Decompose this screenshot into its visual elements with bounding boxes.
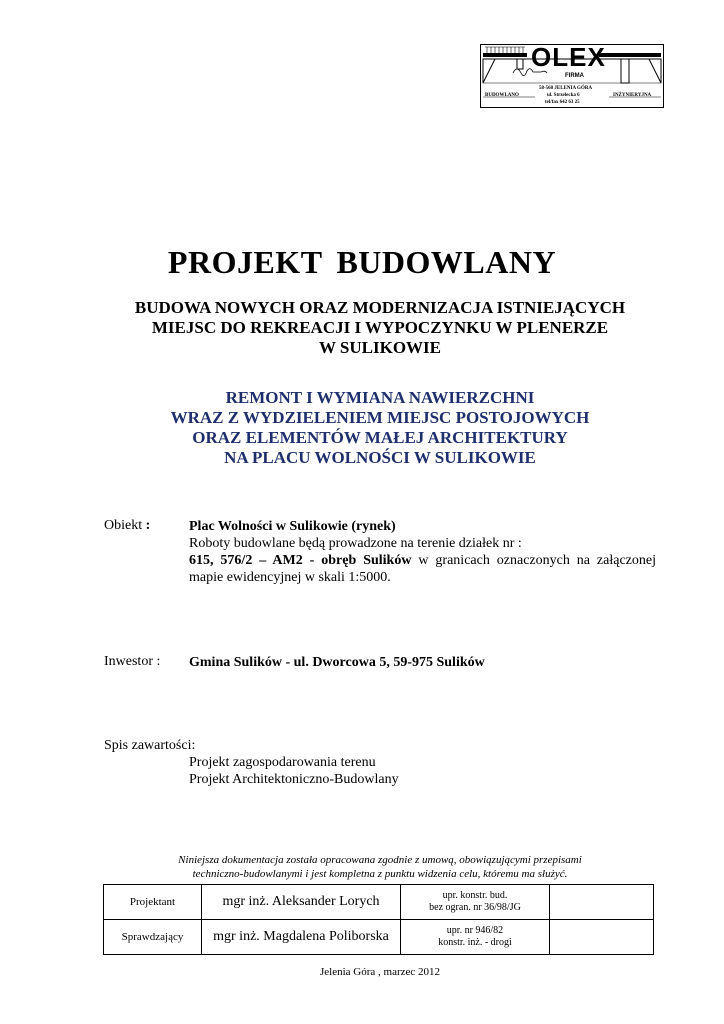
logo-address-line1: 58-560 JELENIA GÓRA (539, 86, 593, 91)
signature-table (103, 884, 654, 955)
scope-heading (0, 388, 724, 468)
logo-address-line2: ul. Strzelecka 6 (547, 93, 580, 98)
company-logo (480, 44, 664, 108)
name-cell: mgr inż. Aleksander Lorych (202, 885, 401, 920)
obiekt-label-colon: : (142, 518, 151, 533)
signature-cell (550, 885, 654, 920)
project-subtitle (0, 298, 724, 358)
permit-line: upr. nr 946/82 (446, 925, 504, 936)
obiekt-line3-rest: w granicach oznaczonych na załączonej (411, 553, 656, 568)
spis-item: Projekt zagospodarowania terenu (189, 755, 376, 770)
table-row (104, 885, 654, 920)
permit-line: bez ogran. nr 36/98/JG (429, 902, 521, 913)
role-cell: Sprawdzający (104, 920, 202, 955)
subtitle-line: BUDOWA NOWYCH ORAZ MODERNIZACJA ISTNIEJĄCYCH (134, 298, 626, 317)
permit-line: upr. konstr. bud. (442, 890, 508, 901)
logo-firma-label: FIRMA (565, 73, 584, 79)
logo-left-label: BUDOWLANO (485, 93, 519, 98)
name-cell: mgr inż. Magdalena Poliborska (202, 920, 401, 955)
obiekt-label (104, 518, 150, 534)
place-date: Jelenia Góra , marzec 2012 (319, 966, 441, 978)
logo-wordmark: OLEX (531, 42, 606, 72)
permit-cell (401, 920, 550, 955)
subtitle-line: W SULIKOWIE (318, 338, 442, 357)
inwestor-value: Gmina Sulików - ul. Dworcowa 5, 59-975 Sulików (189, 655, 485, 670)
obiekt-line2: Roboty budowlane będą prowadzone na terenie działek nr : (189, 536, 522, 551)
role-cell: Projektant (104, 885, 202, 920)
spis-label: Spis zawartości: (104, 738, 196, 753)
subtitle-line: MIEJSC DO REKREACJI I WYPOCZYNKU W PLENERZE (151, 318, 609, 337)
compliance-note (100, 853, 660, 881)
obiekt-details (189, 518, 656, 586)
permit-cell (401, 885, 550, 920)
scope-heading-line: WRAZ Z WYDZIELENIEM MIEJSC POSTOJOWYCH (170, 408, 590, 427)
scope-heading-line: NA PLACU WOLNOŚCI W SULIKOWIE (224, 448, 536, 467)
scope-heading-line: ORAZ ELEMENTÓW MAŁEJ ARCHITEKTURY (192, 428, 568, 447)
note-line: techniczno-budowlanymi i jest kompletna z punktu widzenia celu, któremu ma służyć. (192, 868, 568, 880)
spis-list (189, 754, 399, 788)
signature-cell (550, 920, 654, 955)
logo-right-label: INŻYNIERYJNA (613, 93, 652, 98)
obiekt-line4: mapie ewidencyjnej w skali 1:5000. (189, 570, 391, 585)
obiekt-label-text: Obiekt (104, 518, 143, 533)
obiekt-parcels: 615, 576/2 – AM2 - obręb Sulików (189, 553, 412, 568)
note-line: Niniejsza dokumentacja została opracowana zgodnie z umową, obowiązującymi przepisami (178, 854, 582, 866)
spis-item: Projekt Architektoniczno-Budowlany (189, 772, 399, 787)
obiekt-name: Plac Wolności w Sulikowie (rynek) (189, 519, 396, 534)
scope-heading-line: REMONT I WYMIANA NAWIERZCHNI (225, 388, 535, 407)
obiekt-line3 (189, 552, 656, 569)
table-row (104, 920, 654, 955)
inwestor-label: Inwestor : (104, 654, 161, 669)
document-title: PROJEKT BUDOWLANY (167, 244, 557, 280)
logo-address-line3: tel/fax 642 63 25 (545, 100, 580, 105)
permit-line: konstr. inż. - drogi (438, 937, 512, 948)
